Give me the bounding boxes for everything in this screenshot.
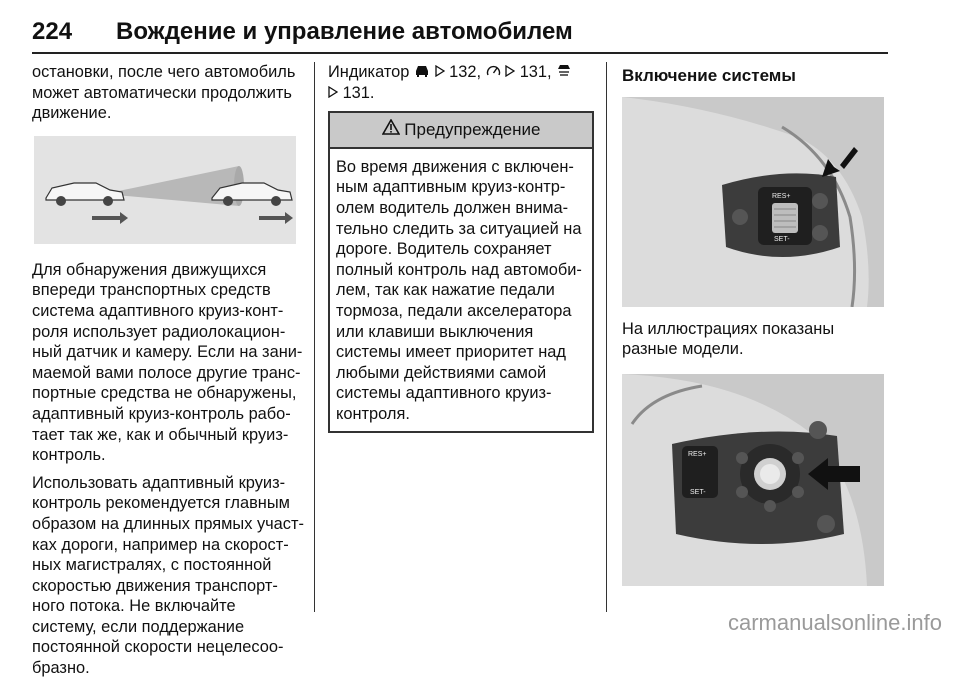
indicator-references — [328, 62, 594, 103]
steering-wheel-figure-2 — [622, 374, 884, 586]
column-left — [32, 62, 304, 686]
cruise-control-icon — [486, 62, 501, 83]
warning-title: Предупреждение — [404, 120, 541, 140]
set-minus-label-2: SET- — [690, 488, 706, 496]
column-right — [622, 62, 894, 586]
steering-wheel-illustration-1 — [622, 97, 884, 307]
page-ref-arrow-icon — [435, 62, 445, 83]
res-plus-label-1: RES+ — [772, 192, 791, 200]
figure-caption: На иллюстрациях показаны разные модели. — [622, 319, 835, 359]
res-plus-label-2: RES+ — [688, 450, 707, 458]
page-title: Вождение и управление автомобилем — [116, 18, 573, 45]
page-ref-2: 131, — [519, 63, 552, 81]
watermark: carmanualsonline.info — [727, 610, 942, 635]
paragraph-stop-continue: остановки, после чего автомобиль может автоматически продолжить движение. — [32, 63, 296, 123]
warning-box — [328, 111, 594, 432]
paragraph-radar-camera: Для обнаружения движущихся впереди транспортных средств система адаптивного круиз-конт-роля использует радиолокацион-ный датчик и камеру. Если на зани-маемой вами полосе другие транс-портные средства не обнаружены, адаптивный круиз-контроль рабо-тает так же, как и обычный круиз-контроль. — [32, 260, 303, 465]
column-divider-1 — [314, 62, 315, 612]
column-divider-2 — [606, 62, 607, 612]
page-ref-arrow-icon — [328, 83, 338, 104]
radar-car-illustration — [34, 136, 296, 244]
page-ref-3: 131. — [342, 83, 375, 102]
page-ref-arrow-icon — [505, 62, 515, 83]
set-minus-label-1: SET- — [774, 235, 790, 243]
warning-header — [330, 113, 592, 149]
steering-wheel-figure-1 — [622, 97, 884, 307]
following-distance-icon — [556, 62, 572, 83]
page-ref-1: 132, — [449, 63, 481, 81]
radar-detection-figure — [34, 136, 296, 244]
indicator-prefix: Индикатор — [328, 63, 410, 81]
paragraph-usage-recommendation: Использовать адаптивный круиз-контроль рекомендуется главным образом на длинных прямых участ-ках дороги, например на скорост-ных магистралях, с постоянной скоростью движения транспорт-ного потока. Не включайте систему, если поддержание постоянной скорости нецелесоо-бразно. — [32, 473, 304, 678]
car-ahead-icon — [414, 62, 430, 83]
warning-triangle-icon — [382, 119, 400, 141]
page-header — [32, 12, 888, 54]
steering-wheel-illustration-2 — [622, 374, 884, 586]
warning-text: Во время движения с включен-ным адаптивным круиз-контр-олем водитель должен внима-тельно следить за ситуацией на дороге. Водитель сохраняет полный контроль над автомоби-лем, так как нажатие педали тормоза, педали акселератора или клавиши выключения системы имеет приоритет над любыми действиями самой системы адаптивного круиз-контроля. — [336, 157, 582, 423]
section-title-activation: Включение системы — [622, 66, 796, 85]
column-middle — [328, 62, 594, 433]
page-number: 224 — [32, 18, 73, 45]
